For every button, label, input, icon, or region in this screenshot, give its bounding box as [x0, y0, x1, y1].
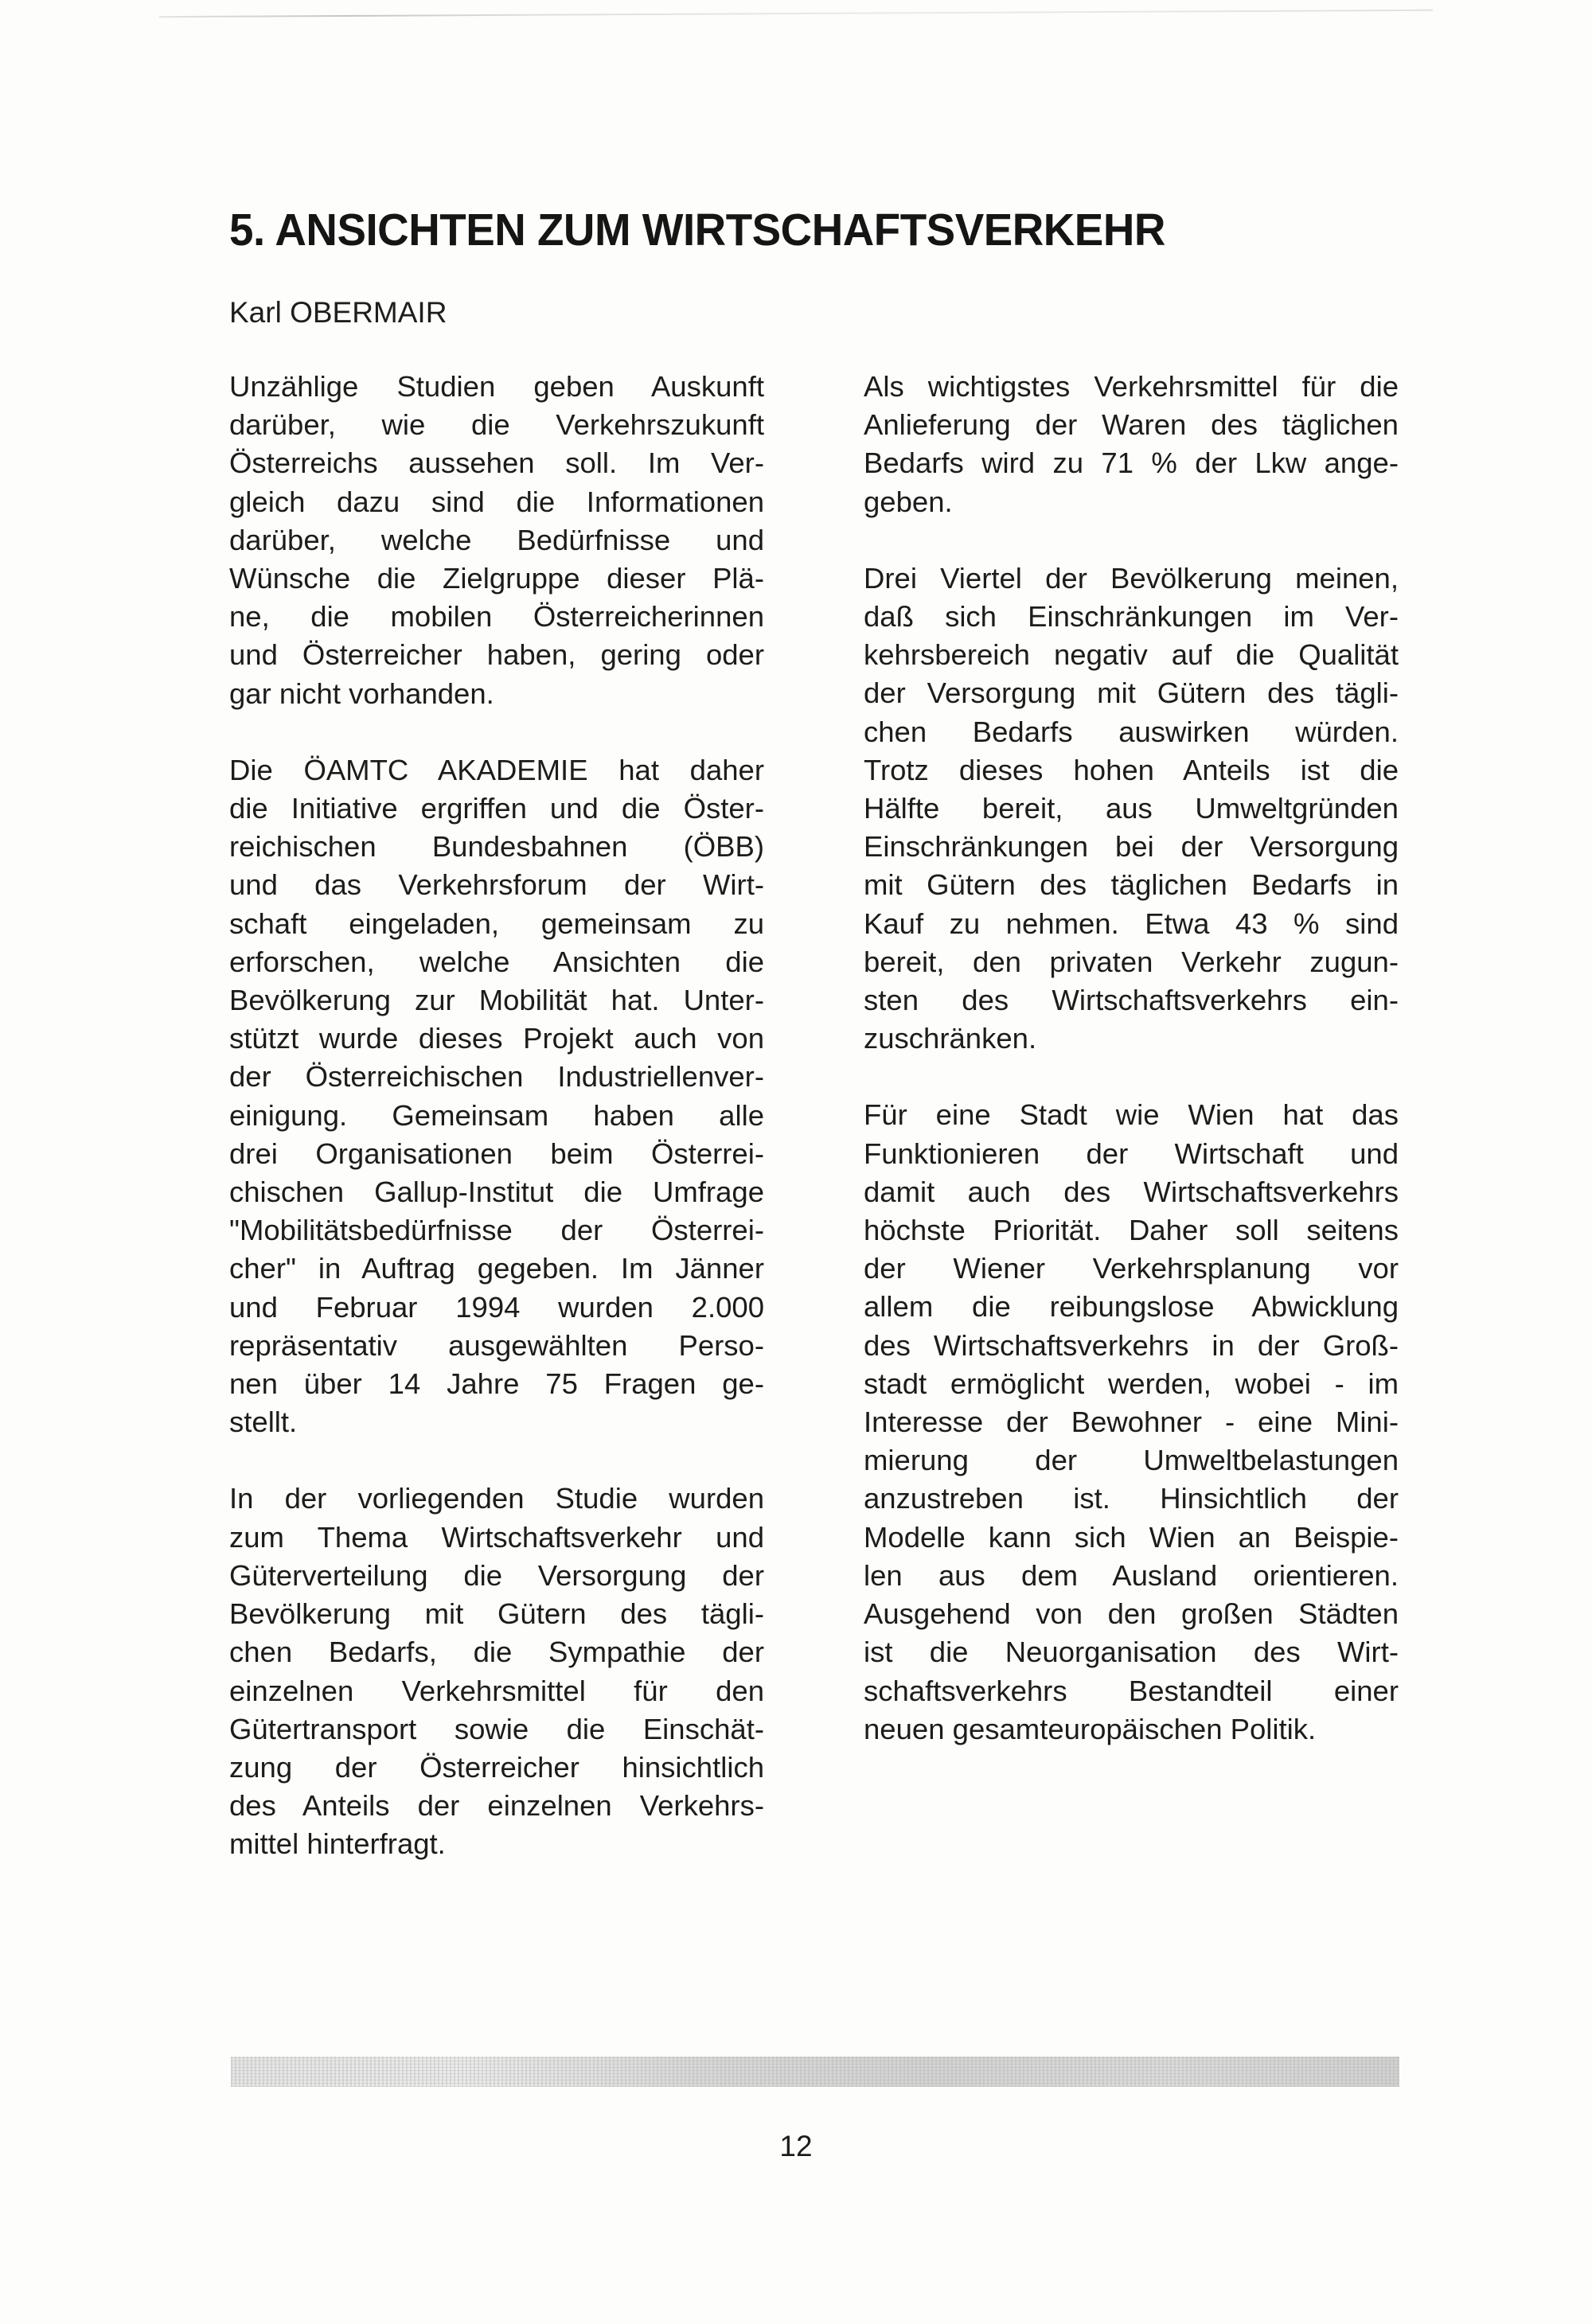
text-line: mit Gütern des täglichen Bedarfs in — [864, 868, 1399, 902]
text-line: Bevölkerung zur Mobilität hat. Unter- — [229, 984, 764, 1017]
text-line: Interesse der Bewohner - eine Mini- — [864, 1406, 1399, 1439]
text-line: gar nicht vorhanden. — [229, 677, 494, 710]
text-line: kehrsbereich negativ auf die Qualität — [864, 638, 1399, 672]
text-line: schaft eingeladen, gemeinsam zu — [229, 907, 764, 940]
text-line: der Wiener Verkehrsplanung vor — [864, 1252, 1399, 1285]
text-line: drei Organisationen beim Österrei- — [229, 1137, 764, 1170]
text-line: Unzählige Studien geben Auskunft — [229, 370, 764, 403]
text-line: chen Bedarfs, die Sympathie der — [229, 1636, 764, 1669]
text-line: sten des Wirtschaftsverkehrs ein- — [864, 984, 1399, 1017]
text-line: Einschränkungen bei der Versorgung — [864, 830, 1399, 864]
text-line: allem die reibungslose Abwicklung — [864, 1290, 1399, 1324]
text-line: einzelnen Verkehrsmittel für den — [229, 1674, 764, 1707]
text-line: Bevölkerung mit Gütern des tägli- — [229, 1597, 764, 1631]
right-column — [864, 368, 1399, 1787]
paragraph — [229, 751, 764, 1442]
author-name: Karl OBERMAIR — [229, 296, 447, 329]
text-line: und das Verkehrsforum der Wirt- — [229, 868, 764, 902]
text-line: "Mobilitätsbedürfnisse der Österrei- — [229, 1214, 764, 1247]
text-line: Für eine Stadt wie Wien hat das — [864, 1098, 1399, 1132]
text-line: reichischen Bundesbahnen (ÖBB) — [229, 830, 764, 864]
text-line: des Anteils der einzelnen Verkehrs- — [229, 1789, 764, 1823]
text-line: repräsentativ ausgewählten Perso- — [229, 1328, 764, 1362]
text-line: erforschen, welche Ansichten die — [229, 945, 764, 978]
text-line: ne, die mobilen Österreicherinnen — [229, 600, 764, 634]
text-line: schaftsverkehrs Bestandteil einer — [864, 1674, 1399, 1707]
text-line: neuen gesamteuropäischen Politik. — [864, 1712, 1317, 1745]
text-line: Österreichs aussehen soll. Im Ver- — [229, 446, 764, 480]
paragraph — [864, 560, 1399, 1059]
text-line: anzustreben ist. Hinsichtlich der — [864, 1482, 1399, 1515]
text-line: Die ÖAMTC AKADEMIE hat daher — [229, 753, 764, 786]
text-line: und Februar 1994 wurden 2.000 — [229, 1290, 764, 1324]
text-line: Als wichtigstes Verkehrsmittel für die — [864, 370, 1399, 403]
page-number: 12 — [779, 2130, 813, 2162]
text-line: chen Bedarfs auswirken würden. — [864, 715, 1399, 748]
text-line: cher" in Auftrag gegeben. Im Jänner — [229, 1252, 764, 1285]
text-line: der Versorgung mit Gütern des tägli- — [864, 677, 1399, 710]
text-line: Funktionieren der Wirtschaft und — [864, 1137, 1399, 1170]
text-line: stellt. — [229, 1406, 298, 1439]
text-line: zung der Österreicher hinsichtlich — [229, 1750, 764, 1784]
text-line: und Österreicher haben, gering oder — [229, 638, 764, 672]
text-line: nen über 14 Jahre 75 Fragen ge- — [229, 1367, 764, 1401]
text-line: des Wirtschaftsverkehrs in der Groß- — [864, 1328, 1399, 1362]
scan-edge-line — [159, 10, 1433, 18]
text-line: darüber, wie die Verkehrszukunft — [229, 408, 764, 442]
text-line: bereit, den privaten Verkehr zugun- — [864, 945, 1399, 978]
text-line: Bedarfs wird zu 71 % der Lkw ange- — [864, 446, 1399, 480]
text-line: mittel hinterfragt. — [229, 1827, 446, 1861]
text-line: Wünsche die Zielgruppe dieser Plä- — [229, 562, 764, 595]
paragraph — [229, 1480, 764, 1863]
text-line: darüber, welche Bedürfnisse und — [229, 523, 764, 556]
text-line: Kauf zu nehmen. Etwa 43 % sind — [864, 907, 1399, 940]
text-line: gleich dazu sind die Informationen — [229, 485, 764, 518]
text-line: Hälfte bereit, aus Umweltgründen — [864, 792, 1399, 825]
text-line: Güterverteilung die Versorgung der — [229, 1558, 764, 1592]
text-line: zuschränken. — [864, 1022, 1037, 1055]
text-line: chischen Gallup-Institut die Umfrage — [229, 1176, 764, 1209]
text-line: len aus dem Ausland orientieren. — [864, 1558, 1399, 1592]
text-line: Anlieferung der Waren des täglichen — [864, 408, 1399, 442]
text-line: Modelle kann sich Wien an Beispie- — [864, 1520, 1399, 1554]
text-line: Gütertransport sowie die Einschät- — [229, 1712, 764, 1745]
text-line: Ausgehend von den großen Städten — [864, 1597, 1399, 1631]
paragraph — [229, 368, 764, 713]
text-line: der Österreichischen Industriellenver- — [229, 1060, 764, 1094]
text-line: daß sich Einschränkungen im Ver- — [864, 600, 1399, 634]
text-line: damit auch des Wirtschaftsverkehrs — [864, 1175, 1399, 1208]
text-line: Drei Viertel der Bevölkerung meinen, — [864, 561, 1399, 595]
text-line: mierung der Umweltbelastungen — [864, 1444, 1399, 1477]
left-column — [229, 368, 764, 1902]
chapter-title: 5. ANSICHTEN ZUM WIRTSCHAFTSVERKEHR — [229, 205, 1165, 255]
paragraph — [864, 1096, 1399, 1748]
text-line: Trotz dieses hohen Anteils ist die — [864, 753, 1399, 786]
text-line: stützt wurde dieses Projekt auch von — [229, 1022, 764, 1055]
text-line: die Initiative ergriffen und die Öster- — [229, 792, 764, 825]
text-line: In der vorliegenden Studie wurden — [229, 1482, 764, 1515]
text-line: einigung. Gemeinsam haben alle — [229, 1098, 764, 1132]
paragraph — [864, 368, 1399, 521]
text-line: ist die Neuorganisation des Wirt- — [864, 1636, 1399, 1669]
text-line: zum Thema Wirtschaftsverkehr und — [229, 1520, 764, 1554]
text-line: höchste Priorität. Daher soll seitens — [864, 1214, 1399, 1247]
footer-decorative-band — [231, 2057, 1399, 2087]
text-line: geben. — [864, 485, 953, 518]
text-line: stadt ermöglicht werden, wobei - im — [864, 1367, 1399, 1400]
